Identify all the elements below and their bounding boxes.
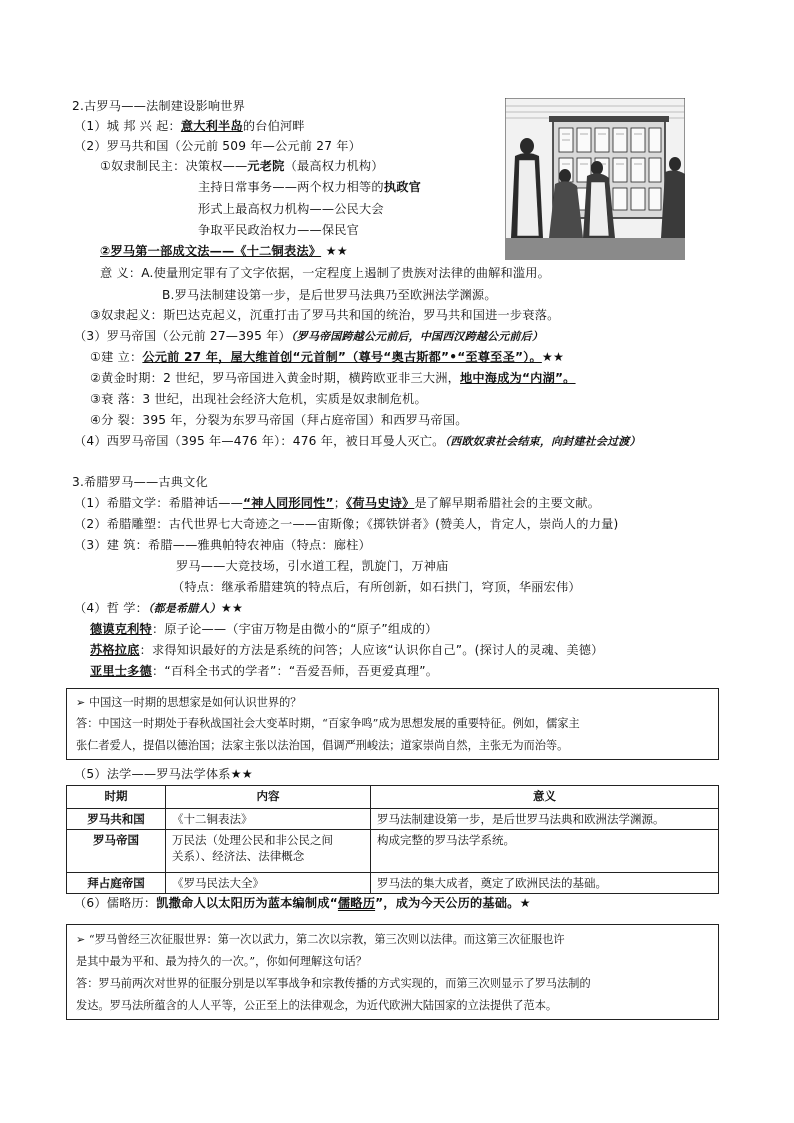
emphasis-text: 意大利半岛 [180, 119, 243, 133]
table-row [67, 873, 719, 894]
greek-sculpture-line: （2）希腊雕塑：古代世界七大奇迹之一——宙斯像；《掷铁饼者》(赞美人，肯定人，崇尚人的力量) [74, 517, 619, 531]
line-text: 2 世纪，罗马帝国进入黄金时期，横跨欧亚非三大洲， [163, 371, 461, 385]
note-text: （西欧奴隶社会结束，向封建社会过渡） [444, 435, 641, 448]
architecture-line: （3）建 筑：希腊——雅典帕特农神庙（特点：廊柱） [74, 538, 371, 552]
emphasis-text: 公元前 27 年，屋大维首创“元首制”（尊号“奥古斯都”•“至尊至圣”）。 [142, 350, 542, 364]
line-text: 主持日常事务——两个权力相等的 [198, 180, 384, 194]
note-text: （罗马帝国跨越公元前后，中国西汉跨越公元前后） [290, 330, 544, 343]
table-header-row [67, 786, 719, 809]
split-line [90, 412, 468, 428]
star-rating: ★★ [541, 350, 565, 364]
content-line: 关系）、经济法、法律概念 [172, 849, 305, 863]
line-text: （6）儒略历： [74, 896, 157, 910]
answer-text: 发达。罗马法所蕴含的人人平等，公正至上的法律观念，为近代欧洲大陆国家的立法提供了范本。 [76, 999, 558, 1012]
content-cell [166, 830, 371, 873]
roman-architecture-line: 罗马——大竞技场，引水道工程，凯旋门，万神庙 [176, 559, 449, 573]
empire-founding-line [90, 349, 564, 365]
line-text: ：原子论——（宇宙万物是由微小的“原子”组成的） [151, 622, 438, 636]
content-cell: 《十二铜表法》 [166, 809, 371, 830]
question-text: ➢ 中国这一时期的思想家是如何认识世界的？ [76, 696, 302, 709]
table-row [67, 830, 719, 873]
question-text: ➢ “罗马曾经三次征服世界：第一次以武力，第二次以宗教，第三次则以法律。而这第三次征服也许 [76, 933, 565, 946]
note-text: （都是希腊人） [147, 602, 221, 615]
meaning-cell: 罗马法的集大成者，奠定了欧洲民法的基础。 [371, 873, 719, 894]
significance-a: 意 义：A.使量刑定罪有了文字依据，一定程度上遏制了贵族对法律的曲解和滥用。 [100, 266, 551, 280]
emphasis-text: 执政官 [383, 180, 421, 194]
question-text: 是其中最为平和、最为持久的一次。”，你如何理解这句话？ [76, 955, 367, 968]
star-rating: ★★ [220, 601, 244, 615]
period-cell: 罗马共和国 [67, 809, 166, 830]
star-rating: ★ [519, 896, 531, 910]
section3-title: 3.希腊罗马——古典文化 [72, 475, 208, 489]
line-label: ①建 立： [90, 350, 143, 364]
emphasis-text: 元老院 [247, 159, 285, 173]
city-state-line [74, 118, 305, 134]
star-rating: ★★ [230, 767, 253, 781]
twelve-tables-line [100, 243, 348, 259]
architecture-feature-line: （特点：继承希腊建筑的特点后，有所创新，如石拱门，穹顶，华丽宏伟） [172, 580, 581, 594]
column-header: 意义 [371, 786, 719, 809]
slave-revolt-line: ③奴隶起义：斯巴达克起义，沉重打击了罗马共和国的统治，罗马共和国进一步衰落。 [90, 308, 560, 322]
socrates-line [90, 642, 604, 658]
line-text: 395 年，分裂为东罗马帝国（拜占庭帝国）和西罗马帝国。 [142, 413, 468, 427]
line-text: （4）西罗马帝国（395 年—476 年）：476 年，被日耳曼人灭亡。 [74, 434, 445, 448]
period-cell: 拜占庭帝国 [67, 873, 166, 894]
line-text: （1）希腊文学：希腊神话—— [74, 496, 243, 510]
line-text: ：“百科全书式的学者”：“吾爱吾师，吾更爱真理”。 [151, 664, 439, 678]
content-line: 万民法（处理公民和非公民之间 [172, 833, 333, 847]
emphasis-text: 地中海成为“内湖”。 [460, 371, 576, 385]
western-empire-line [74, 433, 641, 450]
golden-age-line [90, 370, 576, 386]
philosopher-name: 苏格拉底 [90, 643, 140, 657]
line-text: 3 世纪，出现社会经济大危机，实质是奴隶制危机。 [142, 392, 427, 406]
decline-line [90, 391, 427, 407]
assembly-line: 形式上最高权力机构——公民大会 [198, 202, 384, 216]
tribune-line: 争取平民政治权力——保民官 [198, 223, 360, 237]
answer-text: 答：罗马前两次对世界的征服分别是以军事战争和宗教传播的方式实现的，而第三次则显示了罗马法制的 [76, 977, 591, 990]
greek-literature-line [74, 495, 600, 511]
emphasis-text: “神人同形同性” [243, 496, 334, 510]
line-text: 是了解早期希腊社会的主要文献。 [414, 496, 601, 510]
republic-heading: （2）罗马共和国（公元前 509 年—公元前 27 年） [74, 139, 361, 153]
philosopher-name: 亚里士多德 [90, 664, 152, 678]
julian-calendar-line [74, 895, 531, 911]
line-text: 的台伯河畔 [242, 119, 305, 133]
line-label: ④分 裂： [90, 413, 143, 427]
period-cell: 罗马帝国 [67, 830, 166, 873]
meaning-cell: 罗马法制建设第一步，是后世罗马法典和欧洲法学渊源。 [371, 809, 719, 830]
line-label: ③衰 落： [90, 392, 143, 406]
line-text: （最高权力机构） [284, 159, 384, 173]
line-text: （5）法学——罗马法学体系 [74, 767, 231, 781]
line-text: ：求得知识最好的方法是系统的问答；人应该“认识你自己”。(探讨人的灵魂、美德） [139, 643, 604, 657]
star-rating: ★★ [325, 244, 348, 258]
emphasis-text: ②罗马第一部成文法——《十二铜表法》 [100, 244, 322, 258]
section2-title: 2.古罗马——法制建设影响世界 [72, 99, 246, 113]
emphasis-text: 凯撒命人以太阳历为蓝本编制成“ [156, 896, 338, 910]
emphasis-text: 《荷马史诗》 [346, 496, 415, 510]
empire-heading [74, 328, 543, 345]
philosopher-name: 德谟克利特 [90, 622, 152, 636]
line-text: ①奴隶制民主：决策权—— [100, 159, 248, 173]
emphasis-text: 儒略历 [337, 896, 376, 910]
consul-line [198, 179, 421, 195]
twelve-tables-illustration [505, 98, 685, 260]
answer-text: 答：中国这一时期处于春秋战国社会大变革时期，“百家争鸣”成为思想发展的重要特征。例如，儒家主 [76, 717, 580, 730]
roman-law-table [66, 785, 719, 894]
aristotle-line [90, 663, 438, 679]
significance-b: B.罗马法制建设第一步，是后世罗马法典乃至欧洲法学渊源。 [162, 288, 497, 302]
line-label: ②黄金时期： [90, 371, 164, 385]
law-heading [74, 766, 253, 782]
line-text: （1）城 邦 兴 起： [74, 119, 181, 133]
emphasis-text: ”，成为今天公历的基础。 [375, 896, 520, 910]
content-cell: 《罗马民法大全》 [166, 873, 371, 894]
answer-text: 张仁者爱人，提倡以德治国；法家主张以法治国，倡调严刑峻法；道家崇尚自然，主张无为而治等。 [76, 739, 569, 752]
democracy-line [100, 158, 384, 174]
philosophy-heading [74, 600, 243, 617]
meaning-cell: 构成完整的罗马法学系统。 [371, 830, 719, 873]
line-text: ； [333, 496, 347, 510]
table-row [67, 809, 719, 830]
line-text: （4）哲 学： [74, 601, 148, 615]
line-text: （3）罗马帝国（公元前 27—395 年） [74, 329, 291, 343]
column-header: 时期 [67, 786, 166, 809]
democritus-line [90, 621, 438, 637]
column-header: 内容 [166, 786, 371, 809]
